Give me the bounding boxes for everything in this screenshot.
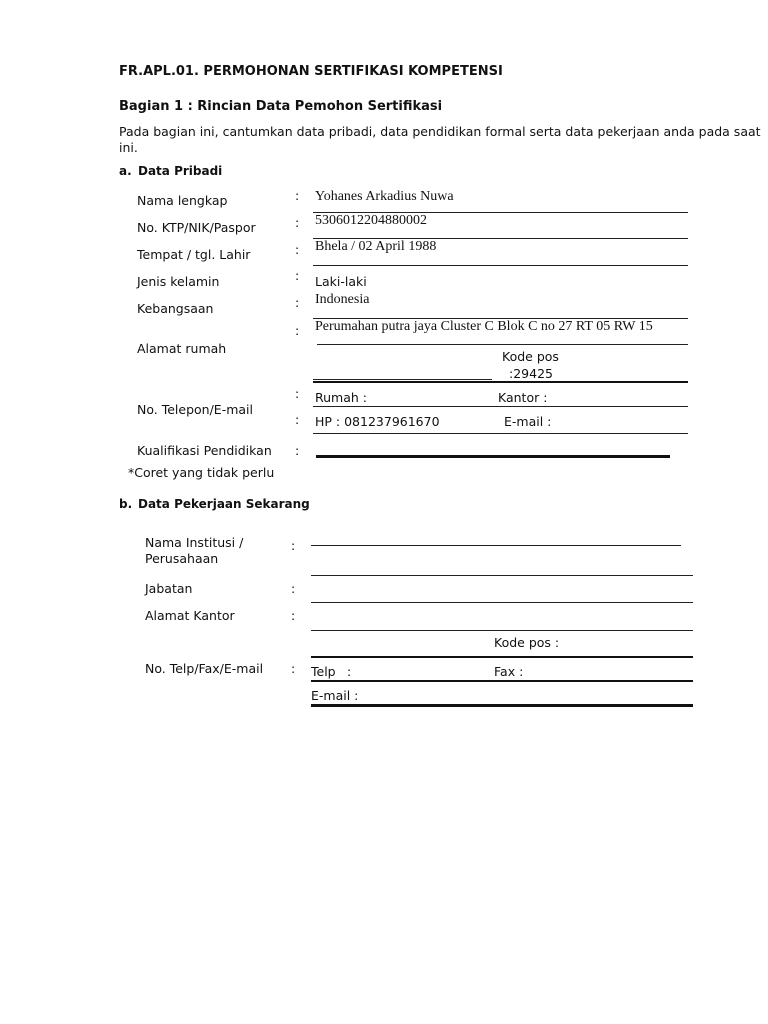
birth-underline [313,265,688,266]
office-address-underline [311,630,693,631]
institution-label-line2: Perusahaan [145,551,219,566]
postal-label: Kode pos [502,349,559,364]
birth-value: Bhela / 02 April 1988 [315,239,437,254]
phone-label: No. Telepon/E-mail [137,402,253,417]
name-colon: : [295,188,300,203]
work-email-label: E-mail : [311,688,359,703]
name-label: Nama lengkap [137,193,228,208]
form-title: FR.APL.01. PERMOHONAN SERTIFIKASI KOMPETENSI [119,64,503,79]
email-label: E-mail : [504,414,552,429]
home-phone-label: Rumah : [315,390,367,405]
postal-value: :29425 [509,366,553,381]
phone-colon-1: : [295,386,300,401]
personal-heading: Data Pribadi [138,164,223,178]
institution-underline-2 [311,575,693,576]
id-value: 5306012204880002 [315,213,427,228]
gender-colon: : [295,268,300,283]
id-label: No. KTP/NIK/Paspor [137,220,256,235]
contact-label: No. Telp/Fax/E-mail [145,661,264,676]
hp-underline [313,433,688,434]
work-postal-underline [311,656,693,658]
intro-text-line2: ini. [119,140,138,155]
name-value: Yohanes Arkadius Nuwa [315,189,454,204]
personal-heading-letter: a. [119,164,132,178]
institution-label-line1: Nama Institusi / [145,535,244,550]
office-phone-label: Kantor : [498,390,548,405]
address-underline-2 [313,379,492,380]
hp-value: HP : 081237961670 [315,414,440,429]
section-title: Bagian 1 : Rincian Data Pemohon Sertifikasi [119,99,443,114]
work-heading: Data Pekerjaan Sekarang [138,497,310,511]
institution-colon: : [291,538,296,553]
office-address-colon: : [291,608,296,623]
office-address-label: Alamat Kantor [145,608,235,623]
contact-colon: : [291,661,296,676]
postal-underline [313,381,688,383]
work-heading-letter: b. [119,497,133,511]
position-label: Jabatan [145,581,193,596]
strike-note: *Coret yang tidak perlu [128,465,275,480]
gender-value: Laki-laki [315,274,367,289]
intro-text-line1: Pada bagian ini, cantumkan data pribadi, data pendidikan formal serta data pekerjaan anda pada saat [119,124,761,139]
telp-label: Telp [311,664,336,679]
address-label: Alamat rumah [137,341,227,356]
work-email-underline [311,704,693,707]
position-underline [311,602,693,603]
birth-label: Tempat / tgl. Lahir [137,247,251,262]
position-colon: : [291,581,296,596]
institution-underline [311,545,681,546]
fax-label: Fax : [494,664,524,679]
education-colon: : [295,443,300,458]
id-colon: : [295,215,300,230]
gender-label: Jenis kelamin [137,274,220,289]
home-phone-underline [313,406,688,407]
telp-underline [311,680,693,682]
address-value: Perumahan putra jaya Cluster C Blok C no 27 RT 05 RW 15 [315,319,653,334]
address-underline [317,344,688,345]
birth-colon: : [295,242,300,257]
work-postal-label: Kode pos : [494,635,560,650]
phone-colon-2: : [295,412,300,427]
address-colon: : [295,323,300,338]
nationality-value: Indonesia [315,292,370,307]
telp-colon: : [347,664,352,679]
education-underline [316,455,670,458]
education-label: Kualifikasi Pendidikan [137,443,272,458]
nationality-label: Kebangsaan [137,301,214,316]
nationality-colon: : [295,295,300,310]
